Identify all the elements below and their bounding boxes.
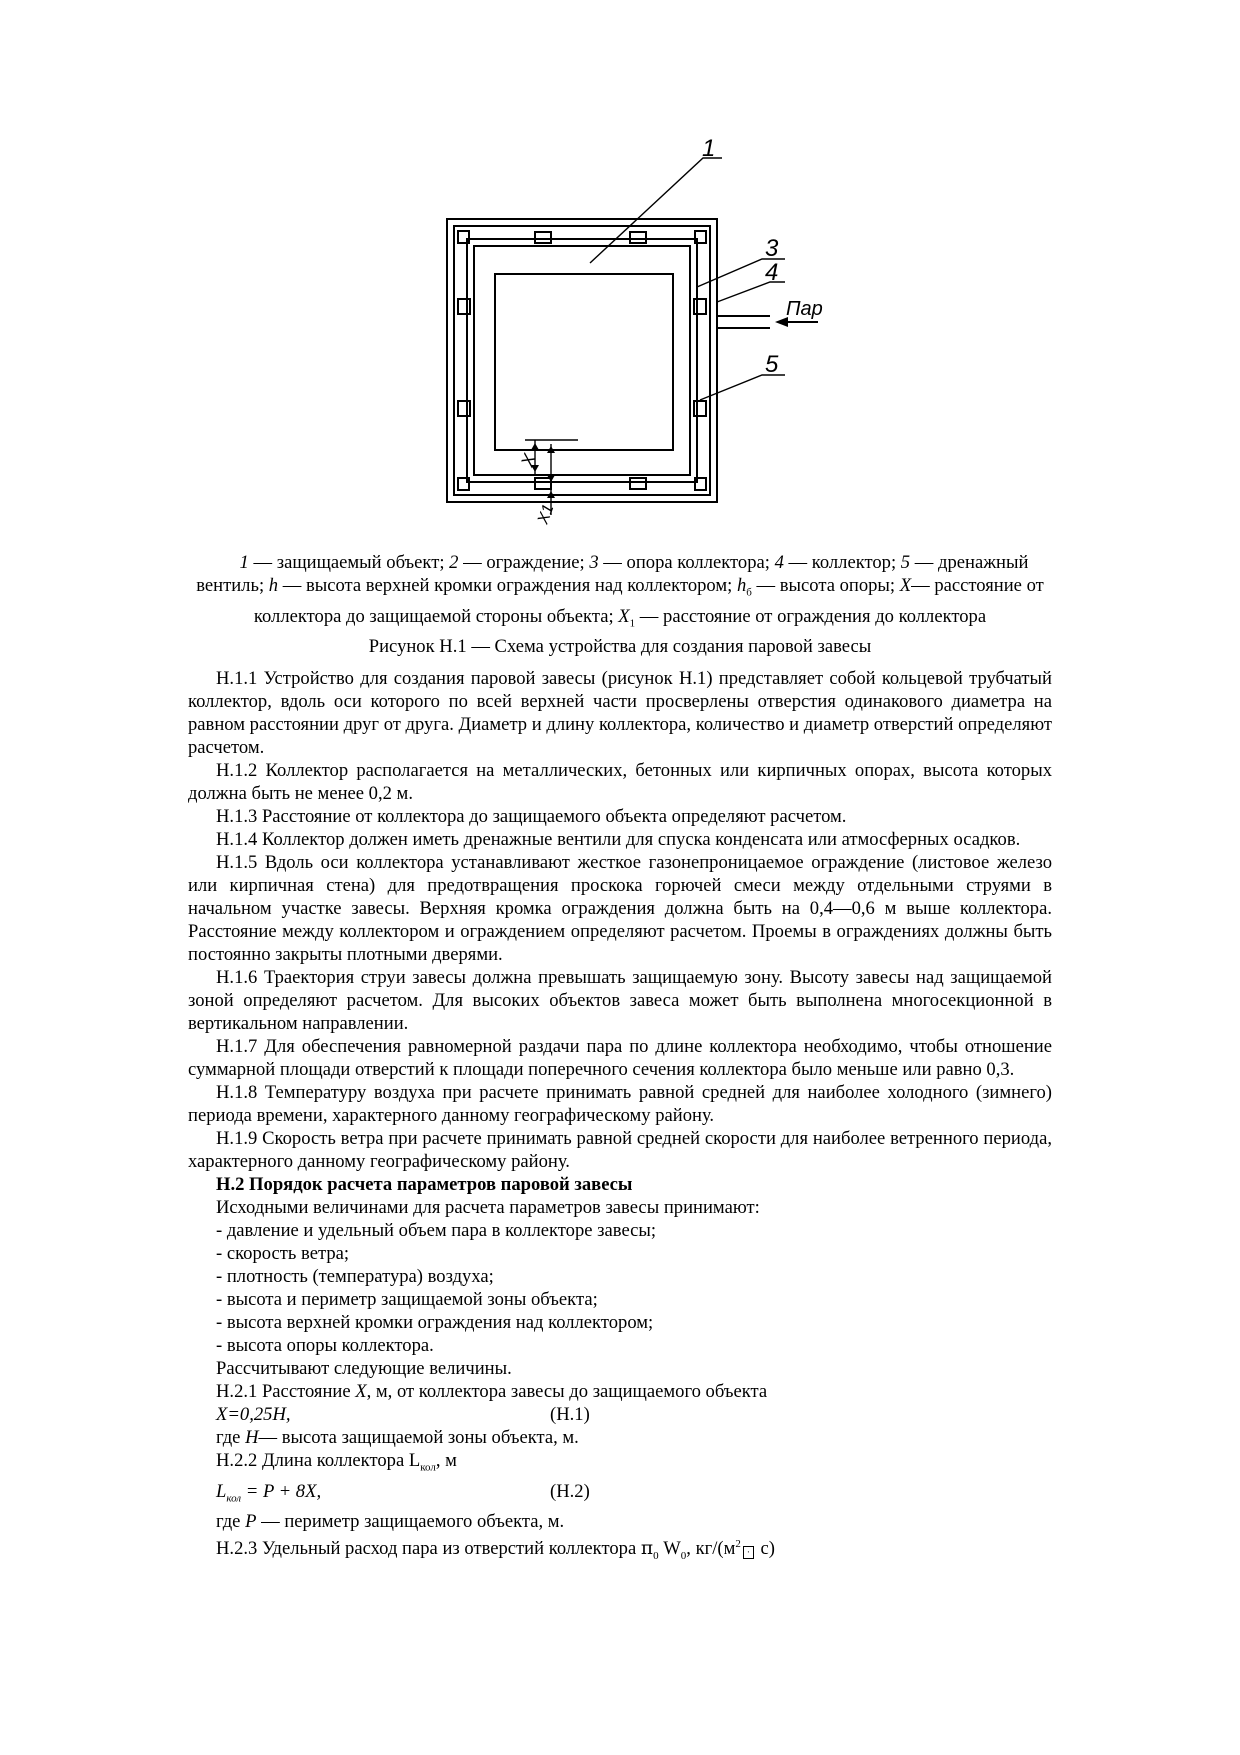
support bbox=[694, 299, 706, 314]
protected-object bbox=[495, 274, 673, 450]
list-item: - высота и периметр защищаемой зоны объекта; bbox=[216, 1289, 598, 1310]
paragraph: Н.1.1 Устройство для создания паровой завесы (рисунок Н.1) представляет собой кольцевой трубчатый коллектор, вдоль оси которого по всей верхней части просверлены отверстия одинакового диаметра на равном расстоянии друг от друга. Диаметр и длину коллектора, количество и диаметр отверстий определяют расчетом. bbox=[188, 668, 1052, 758]
label-3: 3 bbox=[765, 235, 779, 262]
missing-glyph-box: ⋅ bbox=[743, 1546, 754, 1559]
paragraph: Н.1.7 Для обеспечения равномерной раздачи пара по длине коллектора необходимо, чтобы отношение суммарной площади отверстий к площади поперечного сечения коллектора было меньше или равно 0,3. bbox=[188, 1036, 1052, 1080]
clause-h23: Н.2.3 Удельный расход пара из отверстий коллектора $\pi_0$ $W_0$, $кг/(м^2\cdot с)$ bbox=[216, 1538, 775, 1563]
paragraph: Н.1.4 Коллектор должен иметь дренажные вентили для спуска конденсата или атмосферных осадков. bbox=[216, 829, 1021, 850]
paragraph: Н.1.9 Скорость ветра при расчете принимать равной средней скорости для наиболее ветренного периода, характерного данному географическому району. bbox=[188, 1128, 1052, 1172]
formula-number: (Н.2) bbox=[550, 1480, 590, 1502]
clause-h21: Н.2.1 Расстояние X, м, от коллектора завесы до защищаемого объекта bbox=[216, 1381, 768, 1402]
figure-steam-curtain-scheme bbox=[440, 135, 900, 550]
figure-legend: 1 — защищаемый объект; 2 — ограждение; 3 — опора коллектора; 4 — коллектор; 5 — дренажный вентиль; h — высота верхней кромки ограждения над коллектором; $h_б$ — высота опоры; X— расстояние от коллектора до защищаемой стороны объекта; $X_1$ — расстояние от ограждения до коллектора Рисунок Н.1 — Схема устройства для создания паровой завесы bbox=[188, 551, 1052, 658]
list-item: - высота верхней кромки ограждения над коллектором; bbox=[216, 1312, 654, 1333]
list-item: - давление и удельный объем пара в коллекторе завесы; bbox=[216, 1220, 657, 1241]
formula-number: (Н.1) bbox=[550, 1404, 590, 1425]
label-x1: X1 bbox=[534, 502, 558, 527]
paragraph: Н.1.2 Коллектор располагается на металлических, бетонных или кирпичных опорах, высота которых должна быть не менее 0,2 м. bbox=[188, 760, 1052, 804]
label-steam: Пар bbox=[786, 298, 823, 320]
support bbox=[630, 232, 646, 243]
where-h: где H— высота защищаемой зоны объекта, м. bbox=[216, 1427, 579, 1448]
list-item: - плотность (температура) воздуха; bbox=[216, 1266, 494, 1287]
section-heading: Н.2 Порядок расчета параметров паровой завесы bbox=[216, 1174, 633, 1195]
fence-inner bbox=[454, 226, 710, 495]
label-x: X bbox=[516, 451, 540, 470]
fence-outer bbox=[447, 219, 717, 502]
label-1: 1 bbox=[702, 135, 716, 162]
support bbox=[535, 478, 551, 489]
paragraph: Н.1.5 Вдоль оси коллектора устанавливают жесткое газонепроницаемое ограждение (листовое железо или кирпичная стена) для предотвращения проскока горючей смеси между отдельными струями в начальном участке завесы. Верхняя кромка ограждения должна быть на 0,4—0,6 м выше коллектора. Расстояние между коллектором и ограждением определяют расчетом. Проемы в ограждениях должны быть постоянно закрыты плотными дверями. bbox=[188, 852, 1052, 965]
list-item: - высота опоры коллектора. bbox=[216, 1335, 434, 1356]
body-text bbox=[188, 667, 1052, 1568]
where-p: где P — периметр защищаемого объекта, м. bbox=[216, 1511, 565, 1533]
formula-h2: $L_{кол} = P + 8X$, (Н.2) bbox=[216, 1480, 590, 1505]
calc-intro: Рассчитывают следующие величины. bbox=[216, 1358, 512, 1379]
support bbox=[694, 401, 706, 416]
support bbox=[535, 232, 551, 243]
label-4: 4 bbox=[765, 259, 779, 286]
paragraph: Н.1.3 Расстояние от коллектора до защищаемого объекта определяют расчетом. bbox=[216, 806, 847, 827]
support bbox=[630, 478, 646, 489]
collector-outer bbox=[467, 239, 697, 482]
paragraph: Н.1.8 Температуру воздуха при расчете принимать равной средней для наиболее холодного (зимнего) периода времени, характерного данному географическому району. bbox=[188, 1082, 1052, 1126]
support bbox=[458, 401, 470, 416]
figure-title: Рисунок Н.1 — Схема устройства для создания паровой завесы bbox=[368, 636, 872, 658]
clause-h22: Н.2.2 Длина коллектора $L_{кол}$, м bbox=[216, 1450, 457, 1474]
formula-h1: X=0,25H, (Н.1) bbox=[216, 1404, 590, 1425]
collector-inner bbox=[474, 246, 690, 475]
paragraph: Н.1.6 Траектория струи завесы должна превышать защищаемую зону. Высоту завесы над защищаемой зоной определяют расчетом. Для высоких объектов завеса может быть выполнена многосекционной в вертикальном направлении. bbox=[188, 967, 1052, 1034]
inputs-intro: Исходными величинами для расчета параметров завесы принимают: bbox=[216, 1197, 760, 1218]
support bbox=[458, 299, 470, 314]
label-5: 5 bbox=[765, 351, 779, 378]
list-item: - скорость ветра; bbox=[216, 1243, 350, 1264]
